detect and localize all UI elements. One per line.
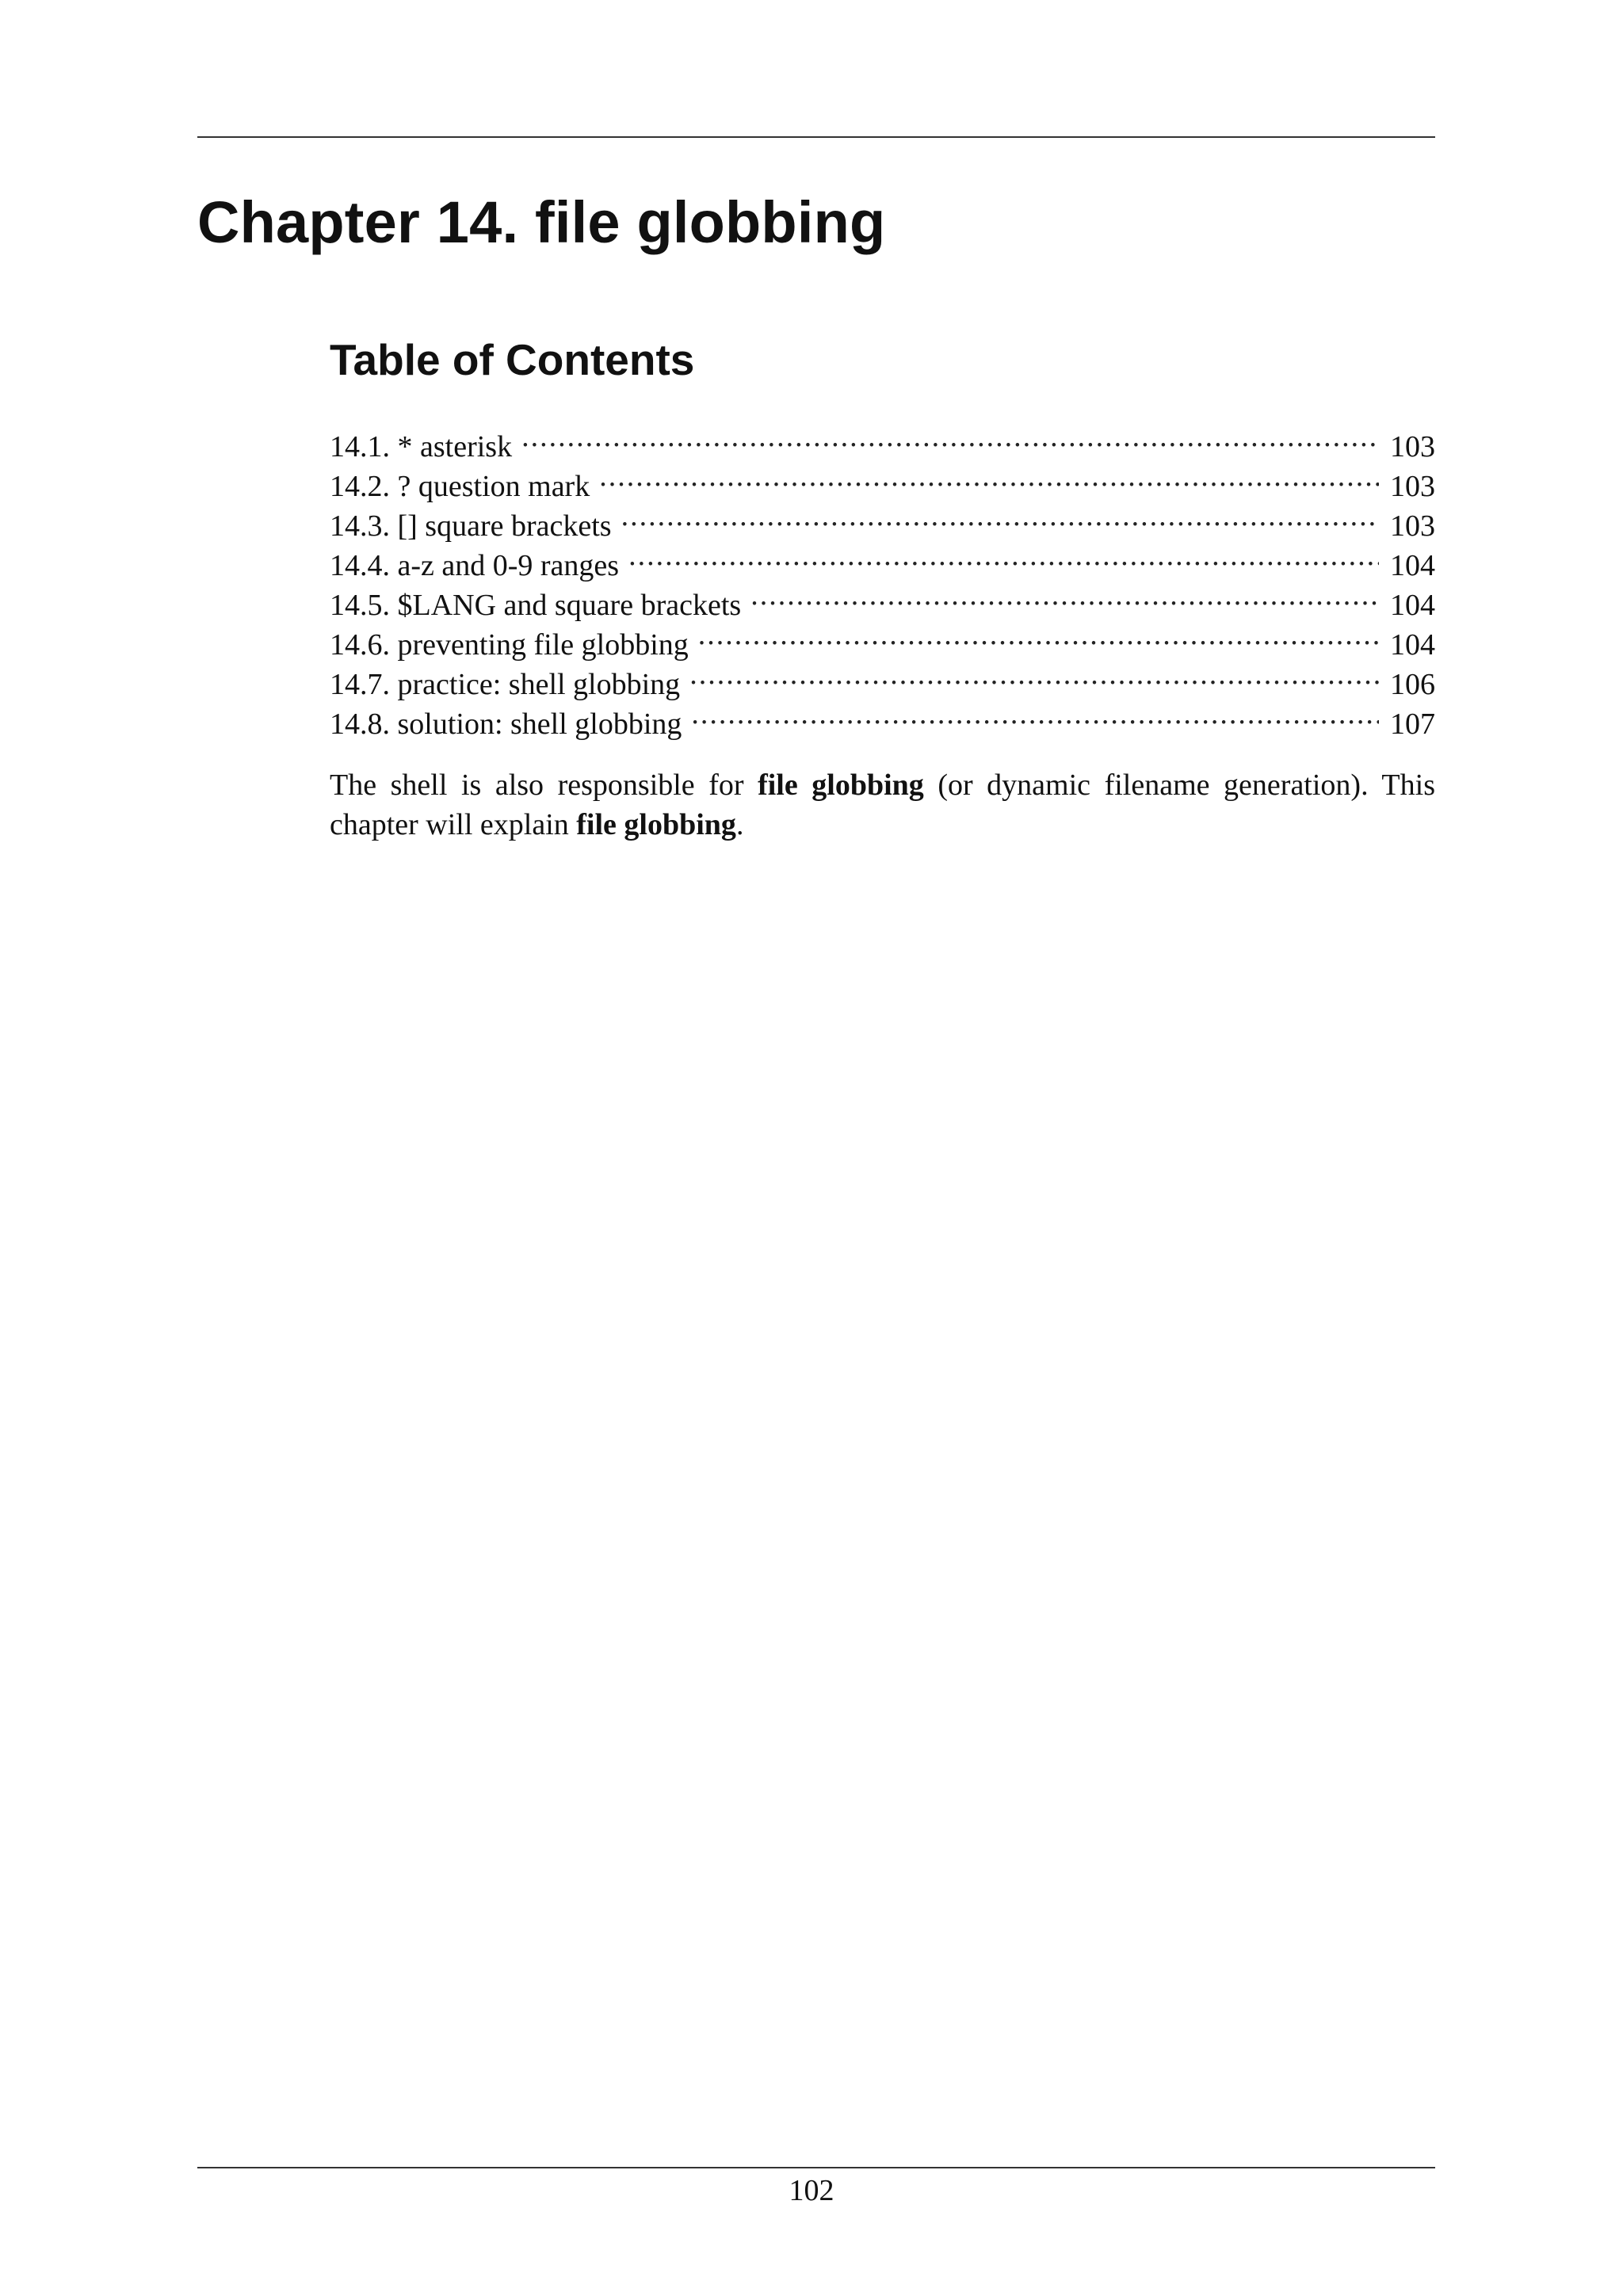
toc-leader-dots: [628, 536, 1379, 575]
toc-entry-label: 14.2. ? question mark: [330, 470, 590, 503]
toc-entry-page: 104: [1390, 628, 1435, 662]
toc-entry-label: 14.5. $LANG and square brackets: [330, 589, 742, 622]
toc-leader-dots: [698, 615, 1379, 654]
toc-entry-page: 104: [1390, 589, 1435, 622]
intro-paragraph: [330, 765, 1435, 845]
toc-entry-label: 14.8. solution: shell globbing: [330, 707, 682, 741]
intro-bold-term: file globbing: [758, 769, 924, 802]
intro-text: The shell is also responsible for: [330, 769, 758, 802]
toc-entry-page: 103: [1390, 470, 1435, 503]
toc-leader-dots: [750, 575, 1379, 615]
toc-leader-dots: [689, 654, 1379, 694]
toc-entry-page: 103: [1390, 509, 1435, 543]
toc-leader-dots: [599, 456, 1379, 496]
toc-leader-dots: [621, 496, 1379, 536]
page-number: 102: [789, 2174, 834, 2207]
chapter-title: Chapter 14. file globbing: [197, 189, 886, 255]
header-rule: [197, 136, 1435, 138]
toc-entry-label: 14.3. [] square brackets: [330, 509, 612, 543]
toc-entry-label: 14.7. practice: shell globbing: [330, 668, 681, 701]
intro-text: .: [735, 808, 744, 841]
toc-entry-page: 103: [1390, 430, 1435, 463]
toc-entry-page: 104: [1390, 549, 1435, 582]
toc-list: [330, 417, 1435, 741]
intro-bold-term: file globbing: [576, 808, 736, 841]
toc-entry-label: 14.1. * asterisk: [330, 430, 513, 463]
toc-heading: Table of Contents: [330, 335, 695, 384]
toc-entry-label: 14.6. preventing file globbing: [330, 628, 689, 662]
toc-leader-dots: [691, 694, 1379, 734]
toc-entry-label: 14.4. a-z and 0-9 ranges: [330, 549, 620, 582]
footer-rule: [197, 2167, 1435, 2168]
toc-entry-page: 106: [1390, 668, 1435, 701]
toc-entry-asterisk[interactable]: [330, 417, 1435, 463]
toc-leader-dots: [521, 417, 1379, 456]
intro-text: (or dynamic filename generation). This chapter will explain: [330, 769, 1435, 841]
toc-entry-page: 107: [1390, 707, 1435, 741]
